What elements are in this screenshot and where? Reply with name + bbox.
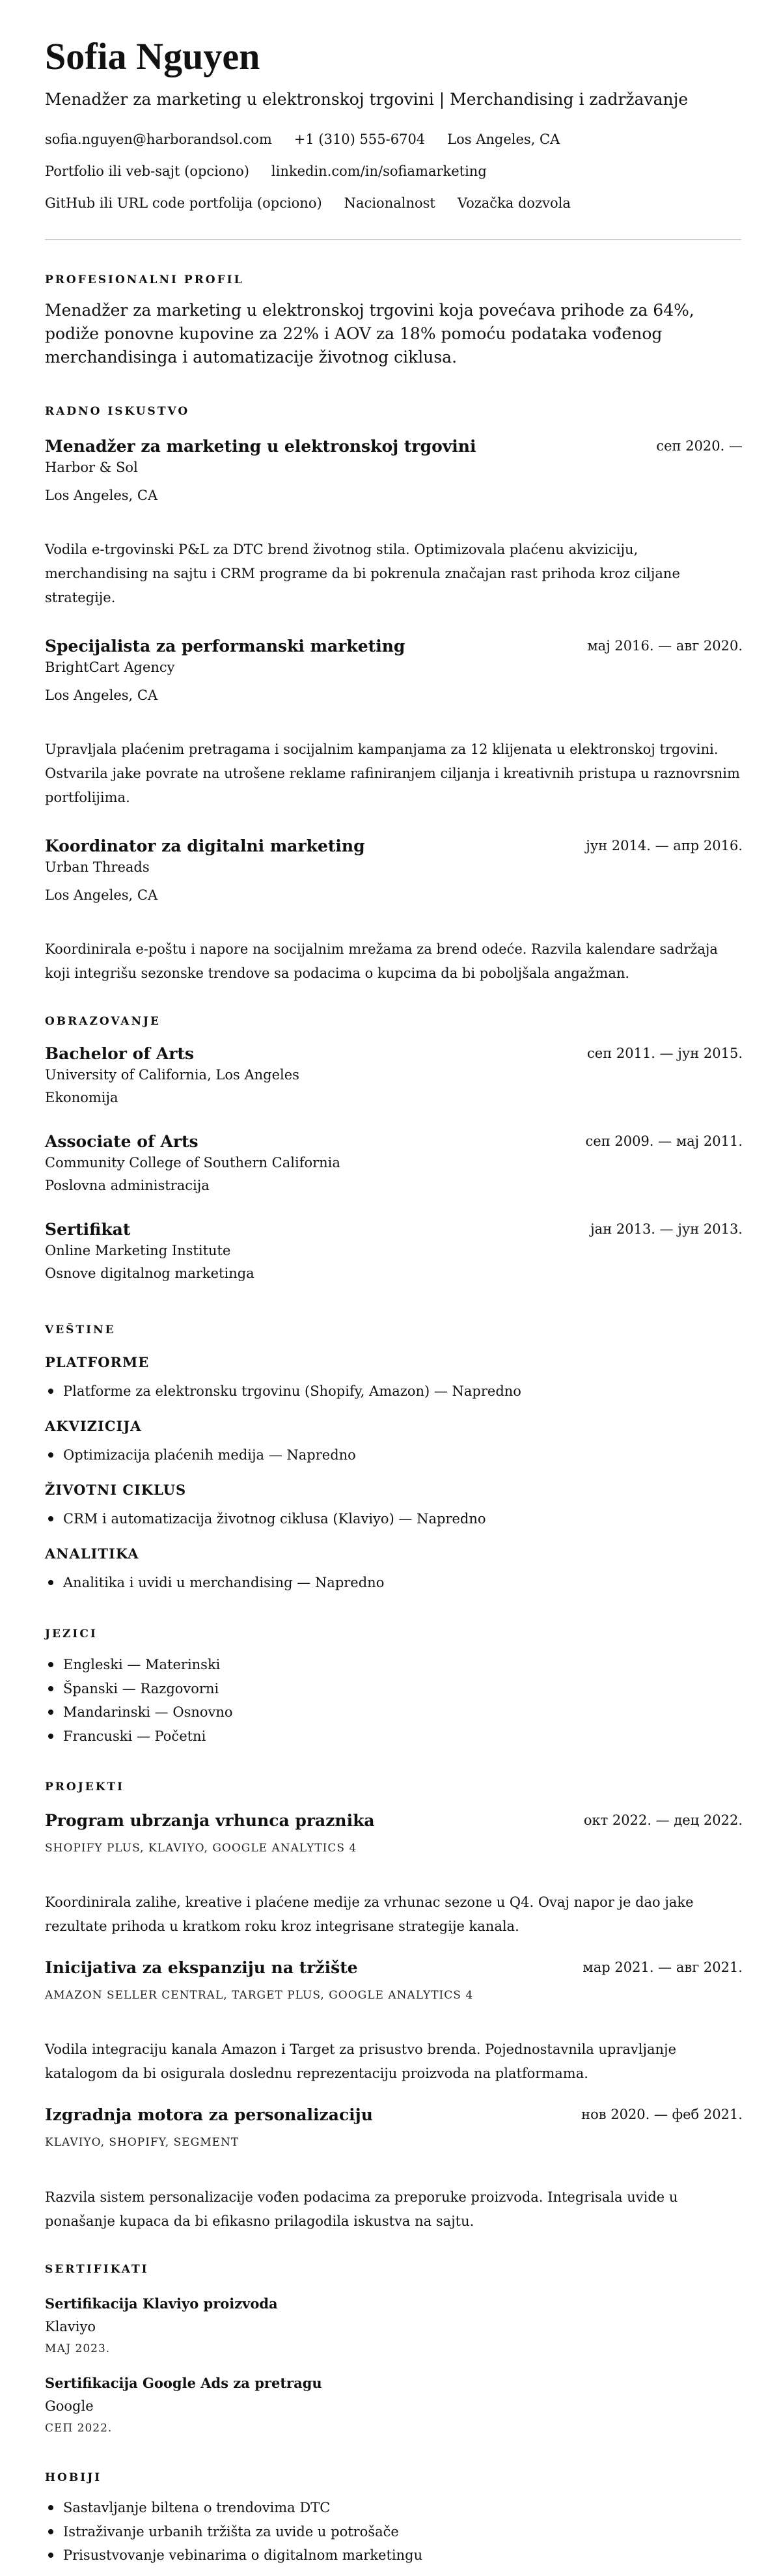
degree-title: Associate of Arts: [45, 1132, 199, 1151]
job-company: BrightCart Agency: [45, 659, 175, 675]
job-title: Koordinator za digitalni marketing: [45, 837, 365, 855]
project-tech: SHOPIFY PLUS, KLAVIYO, GOOGLE ANALYTICS 4: [45, 1842, 357, 1855]
contact-row-2: [45, 163, 487, 180]
degree-title: Sertifikat: [45, 1220, 131, 1239]
project-dates: нов 2020. — феб 2021.: [581, 2107, 743, 2122]
school-name: Online Marketing Institute: [45, 1243, 231, 1258]
skill-group-title: ANALITIKA: [45, 1545, 139, 1562]
contact-row-1: [45, 131, 560, 148]
project-title: Izgradnja motora za personalizaciju: [45, 2105, 373, 2124]
project-description: Vodila integraciju kanala Amazon i Target za prisustvo brenda. Pojednostavnila upravljanje katalogom da bi osigurala doslednu reprezentaciju proizvoda na platformama.: [45, 2042, 676, 2081]
degree-title: Bachelor of Arts: [45, 1044, 195, 1063]
project-title: Program ubrzanja vrhunca praznika: [45, 1811, 375, 1830]
certificate-issuer: Google: [45, 2398, 94, 2414]
project-tech: KLAVIYO, SHOPIFY, SEGMENT: [45, 2136, 240, 2149]
email-link[interactable]: sofia.nguyen@harborandsol.com: [45, 132, 272, 147]
field-of-study: Poslovna administracija: [45, 1178, 210, 1193]
hobby-item: Istraživanje urbanih tržišta za uvide u potrošače: [63, 2524, 399, 2540]
skill-group-title: ŽIVOTNI CIKLUS: [45, 1482, 187, 1498]
skill-item: Optimizacija plaćenih medija — Napredno: [63, 1447, 356, 1463]
job-description: Koordinirala e-poštu i napore na socijalnim mrežama za brend odeće. Razvila kalendare sadržaja koji integrišu sezonske trendove sa podacima o kupcima da bi poboljšala angažman.: [45, 941, 718, 981]
job-description: Vodila e-trgovinski P&L za DTC brend životnog stila. Optimizovala plaćenu akviziciju, merchandising na sajtu i CRM programe da bi pokrenula značajan rast prihoda kroz ciljane strategije.: [45, 542, 680, 605]
skill-group-title: PLATFORME: [45, 1354, 150, 1370]
hobby-item: Sastavljanje biltena o trendovima DTC: [63, 2500, 331, 2515]
section-heading-education: OBRAZOVANJE: [45, 1015, 161, 1028]
project-dates: окт 2022. — дец 2022.: [583, 1812, 743, 1828]
skill-group-title: AKVIZICIJA: [45, 1418, 142, 1434]
job-title: Menadžer za marketing u elektronskoj trgovini: [45, 437, 476, 456]
section-heading-languages: JEZICI: [45, 1627, 98, 1641]
skill-item: CRM i automatizacija životnog ciklusa (Klaviyo) — Napredno: [63, 1511, 486, 1527]
certificate-issuer: Klaviyo: [45, 2319, 96, 2334]
hobby-item: Prisustvovanje vebinarima o digitalnom marketingu: [63, 2547, 423, 2563]
language-item: Španski — Razgovorni: [63, 1681, 219, 1697]
certificate-name: Sertifikacija Klaviyo proizvoda: [45, 2295, 278, 2312]
job-location: Los Angeles, CA: [45, 488, 158, 503]
project-description: Razvila sistem personalizacije vođen podacima za preporuke proizvoda. Integrisala uvide u ponašanje kupaca da bi efikasno prilagodila iskustva na sajtu.: [45, 2189, 678, 2229]
location: Los Angeles, CA: [447, 132, 560, 147]
language-item: Francuski — Početni: [63, 1728, 206, 1744]
field-of-study: Osnove digitalnog marketinga: [45, 1266, 254, 1281]
section-heading-certificates: SERTIFIKATI: [45, 2263, 149, 2276]
job-dates: јун 2014. — апр 2016.: [586, 838, 743, 853]
candidate-headline: Menadžer za marketing u elektronskoj trgovini | Merchandising i zadržavanje: [45, 90, 689, 109]
project-description: Koordinirala zalihe, kreative i plaćene medije za vrhunac sezone u Q4. Ovaj napor je dao jake rezultate prihoda u kratkom roku kroz integrisane strategije kanala.: [45, 1894, 694, 1934]
certificate-date: МАЈ 2023.: [45, 2342, 111, 2355]
project-tech: AMAZON SELLER CENTRAL, TARGET PLUS, GOOGLE ANALYTICS 4: [45, 1989, 474, 2002]
language-item: Mandarinski — Osnovno: [63, 1704, 233, 1720]
profile-summary: Menadžer za marketing u elektronskoj trgovini koja povećava prihode za 64%, podiže ponovne kupovine za 22% i AOV za 18% pomoću podataka vođenog merchandisinga i automatizacije životnog ciklusa.: [45, 301, 694, 367]
section-heading-experience: RADNO ISKUSTVO: [45, 405, 190, 418]
candidate-name: Sofia Nguyen: [45, 35, 260, 77]
phone-number: +1 (310) 555-6704: [294, 132, 426, 147]
job-dates: мај 2016. — авг 2020.: [587, 638, 743, 654]
section-heading-hobbies: HOBIJI: [45, 2471, 102, 2484]
nationality: Nacionalnost: [344, 195, 435, 211]
section-heading-skills: VEŠTINE: [45, 1323, 116, 1336]
project-title: Inicijativa za ekspanziju na tržište: [45, 1958, 358, 1977]
job-title: Specijalista za performanski marketing: [45, 637, 405, 656]
education-dates: сеп 2009. — мај 2011.: [585, 1133, 743, 1149]
job-dates: сеп 2020. —: [656, 438, 743, 454]
portfolio-link[interactable]: Portfolio ili veb-sajt (opciono): [45, 163, 249, 179]
project-dates: мар 2021. — авг 2021.: [582, 1960, 743, 1975]
job-company: Urban Threads: [45, 859, 150, 875]
certificate-date: СЕП 2022.: [45, 2422, 113, 2435]
certificate-name: Sertifikacija Google Ads za pretragu: [45, 2375, 322, 2391]
header-divider: [45, 239, 741, 240]
job-location: Los Angeles, CA: [45, 687, 158, 703]
education-dates: јан 2013. — јун 2013.: [590, 1221, 743, 1237]
school-name: Community College of Southern California: [45, 1155, 340, 1170]
job-location: Los Angeles, CA: [45, 887, 158, 903]
contact-row-3: [45, 195, 571, 212]
skill-item: Analitika i uvidi u merchandising — Napredno: [63, 1575, 385, 1590]
section-heading-projects: PROJEKTI: [45, 1780, 125, 1794]
school-name: University of California, Los Angeles: [45, 1067, 299, 1083]
driving-license: Vozačka dozvola: [457, 195, 571, 211]
job-description: Upravljala plaćenim pretragama i socijalnim kampanjama za 12 klijenata u elektronskoj trgovini. Ostvarila jake povrate na utrošene reklame rafiniranjem ciljanja i kreativnih pristupa u raznovrsnim portfolijima.: [45, 741, 740, 805]
language-item: Engleski — Materinski: [63, 1657, 221, 1672]
skill-item: Platforme za elektronsku trgovinu (Shopify, Amazon) — Napredno: [63, 1383, 521, 1399]
field-of-study: Ekonomija: [45, 1090, 118, 1105]
education-dates: сеп 2011. — јун 2015.: [587, 1046, 743, 1061]
job-company: Harbor & Sol: [45, 460, 138, 475]
linkedin-link[interactable]: linkedin.com/in/sofiamarketing: [271, 163, 487, 179]
section-heading-profile: PROFESIONALNI PROFIL: [45, 273, 244, 286]
github-link[interactable]: GitHub ili URL code portfolija (opciono): [45, 195, 322, 211]
